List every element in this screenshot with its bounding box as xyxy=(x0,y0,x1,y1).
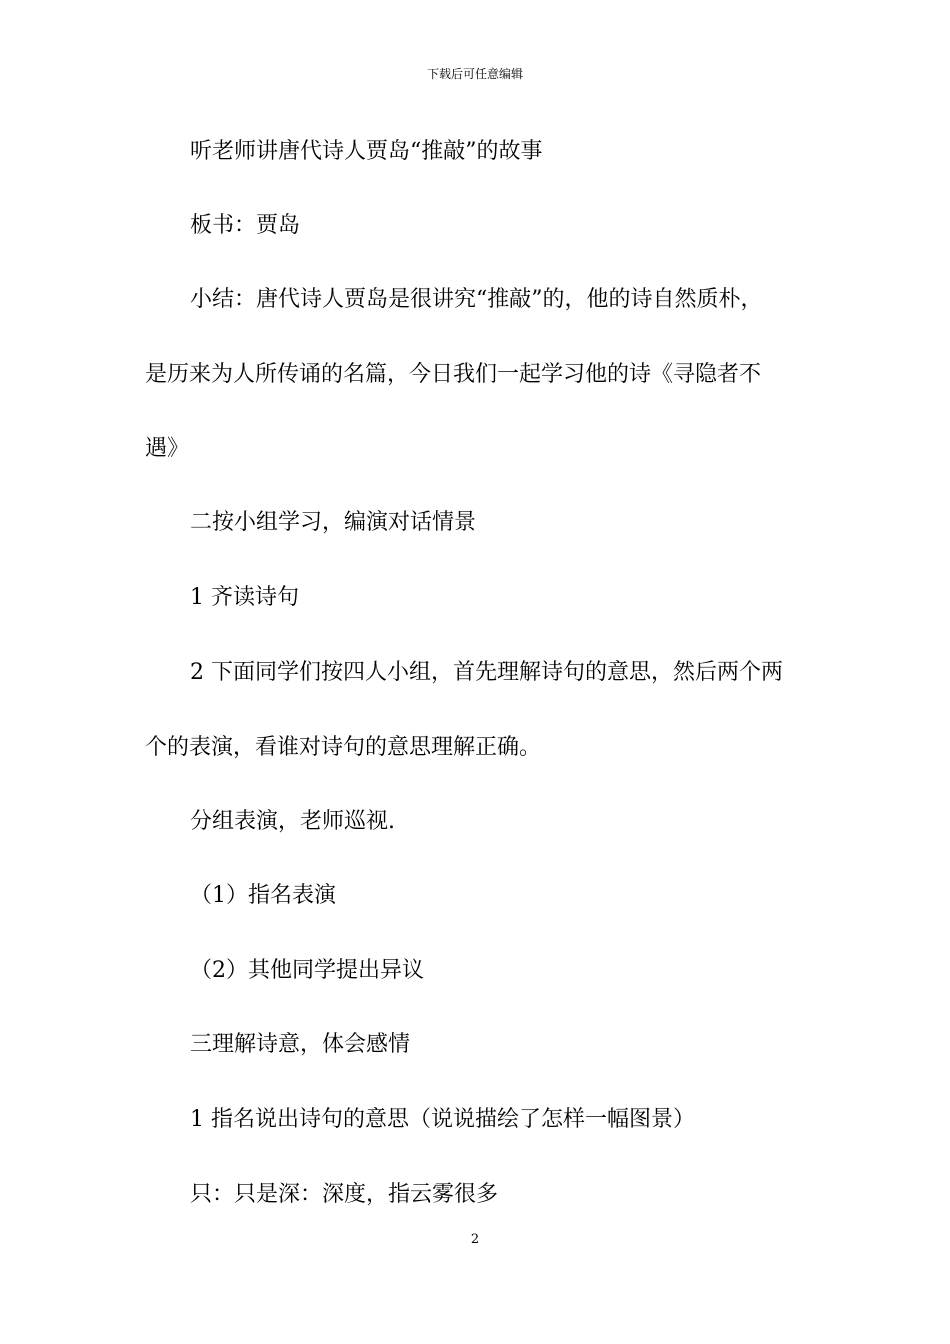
paragraph-line-11: （1）指名表演 xyxy=(190,883,336,908)
paragraph-line-7: 1 齐读诗句 xyxy=(190,585,299,610)
paragraph-line-5: 遇》 xyxy=(145,436,190,461)
paragraph-line-13: 三理解诗意，体会感情 xyxy=(190,1032,411,1057)
paragraph-line-4: 是历来为人所传诵的名篇，今日我们一起学习他的诗《寻隐者不 xyxy=(145,362,762,387)
paragraph-line-12: （2）其他同学提出异议 xyxy=(190,958,424,983)
paragraph-line-1: 听老师讲唐代诗人贾岛“推敲”的故事 xyxy=(190,139,543,164)
paragraph-line-3: 小结：唐代诗人贾岛是很讲究“推敲”的，他的诗自然质朴， xyxy=(190,287,763,312)
paragraph-line-6: 二按小组学习，编演对话情景 xyxy=(190,510,477,535)
paragraph-line-8: 2 下面同学们按四人小组，首先理解诗句的意思，然后两个两 xyxy=(190,660,783,685)
paragraph-line-14: 1 指名说出诗句的意思（说说描绘了怎样一幅图景） xyxy=(190,1107,695,1132)
page-header: 下载后可任意编辑 xyxy=(426,67,523,81)
paragraph-line-15: 只：只是深：深度，指云雾很多 xyxy=(190,1182,499,1207)
paragraph-line-9: 个的表演，看谁对诗句的意思理解正确。 xyxy=(145,735,542,760)
paragraph-line-2: 板书：贾岛 xyxy=(190,213,301,238)
page-number: 2 xyxy=(470,1232,480,1247)
paragraph-line-10: 分组表演，老师巡视. xyxy=(190,809,395,834)
